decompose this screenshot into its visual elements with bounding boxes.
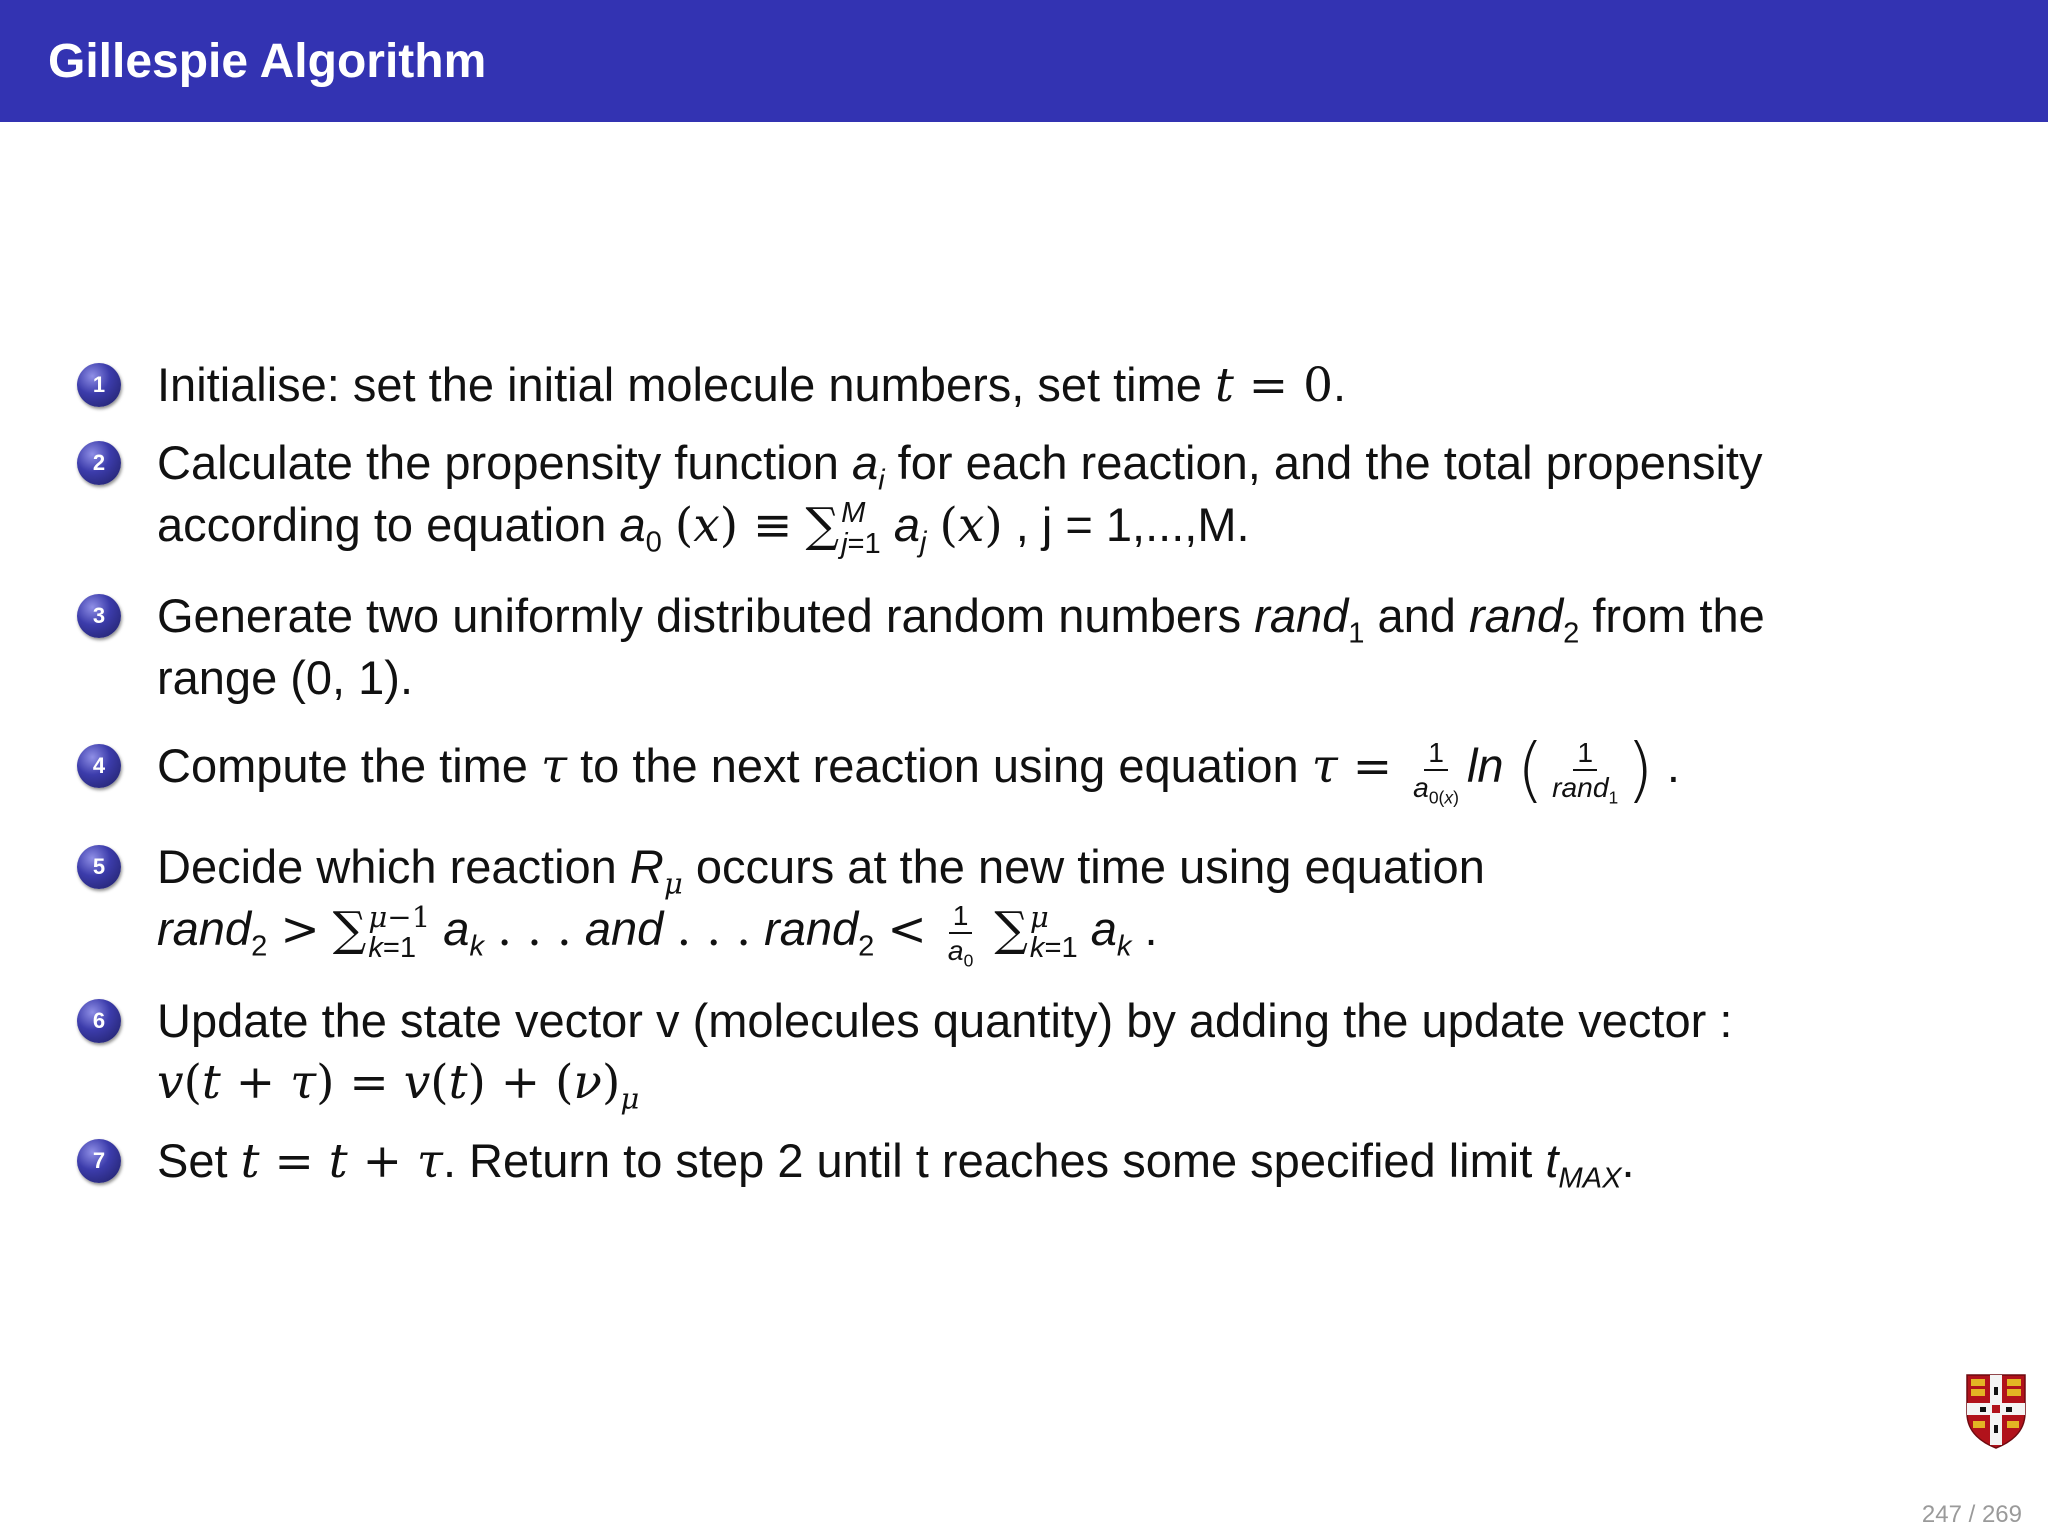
step-text: Initialise: set the initial molecule numbers, set time t = 0.: [157, 358, 1347, 413]
step-number-badge: 3: [77, 594, 121, 638]
step-text: Decide which reaction $R_\mu$ occurs at the new time using equation rand$_2$ > ∑ μ−1 k=1 $a_k$ . . . and . . . rand$_2$ < $\frac{1}{a_0}$ ∑ μ k=1 $a_k$ .: [157, 840, 1485, 971]
university-crest-logo: [1965, 1373, 2027, 1449]
page-number: 247 / 269: [1921, 1501, 2022, 1528]
step-number-badge: 7: [77, 1139, 121, 1183]
slide-title: Gillespie Algorithm: [48, 35, 487, 88]
step-text: Compute the time τ to the next reaction using equation τ = $\frac{1}{a_{0(x)}}$ ln ( $\frac{1}{rand_1}$ ) .: [157, 728, 1680, 811]
step-number-badge: 4: [77, 744, 121, 788]
step-number-badge: 5: [77, 845, 121, 889]
step-text: Generate two uniformly distributed random numbers rand$_1$ and rand$_2$ from the range (0, 1).: [157, 589, 1765, 704]
step-number-badge: 2: [77, 441, 121, 485]
step-number-badge: 1: [77, 363, 121, 407]
step-text: Calculate the propensity function $a_i$ for each reaction, and the total propensity according to equation $a_0$ (x) ≡ ∑ M j=1 $a_j$ (x) , j = 1,...,M.: [157, 436, 1763, 560]
step-text: Set t = t + τ. Return to step 2 until t reaches some specified limit $t_{MAX}$.: [157, 1134, 1635, 1195]
title-bar: [0, 0, 2048, 122]
step-number-badge: 6: [77, 999, 121, 1043]
step-text: Update the state vector v (molecules quantity) by adding the update vector : $v(t + \tau) = v(t) + (\nu)_\mu$: [157, 994, 1733, 1116]
